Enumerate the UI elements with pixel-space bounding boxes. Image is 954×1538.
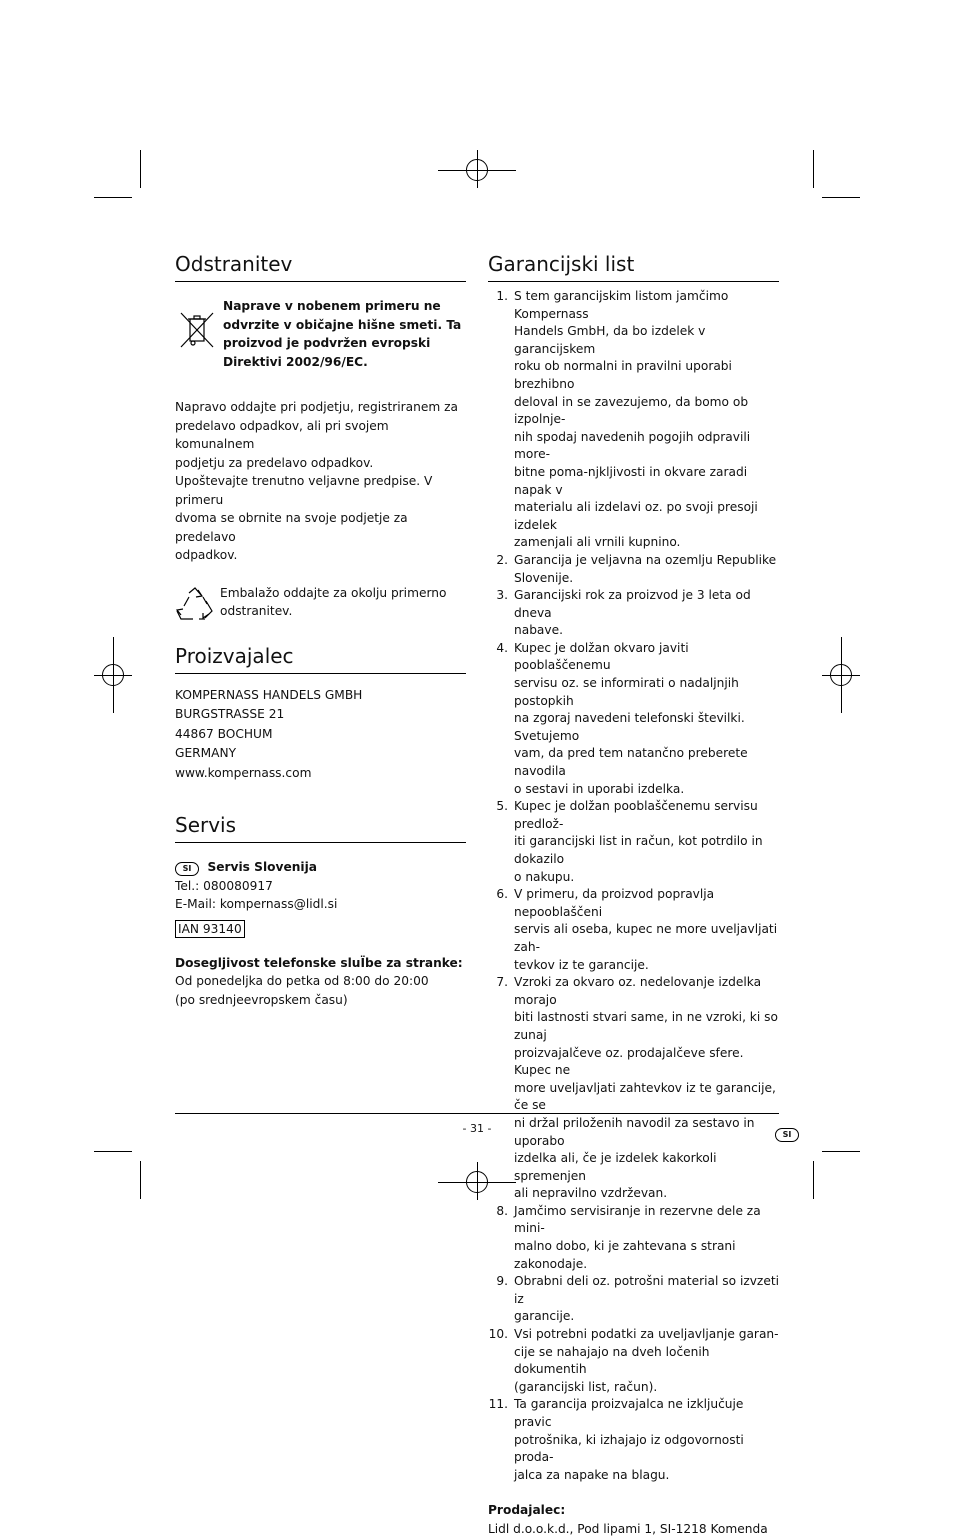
page-number: - 31 - <box>462 1122 492 1135</box>
item-text-line: Vsi potrebni podatki za uveljavljanje garan- <box>514 1327 779 1342</box>
item-text-line: bitne poma-njkljivosti in okvare zaradi napak v <box>514 464 748 497</box>
crop-mark <box>822 1151 860 1152</box>
crop-mark <box>822 197 860 198</box>
address-line: KOMPERNASS HANDELS GMBH <box>175 687 363 702</box>
item-text-line: servis ali oseba, kupec ne more uveljavljati zah- <box>514 922 778 954</box>
warranty-item <box>488 587 779 640</box>
warranty-item <box>488 886 779 974</box>
text-line: podjetju za predelavo odpadkov. <box>175 455 374 470</box>
warranty-item <box>488 798 779 886</box>
warranty-item <box>488 288 779 552</box>
crossed-out-bin-icon <box>179 311 215 349</box>
item-text-line: Kupec je dolžan pooblaščenemu servisu predlož- <box>514 799 758 831</box>
warranty-item <box>488 1396 779 1484</box>
warranty-list <box>488 288 779 1484</box>
item-text-line: biti lastnosti stvari same, in ne vzroki, ki so zunaj <box>514 1010 778 1042</box>
footer-language-badge <box>775 1122 799 1142</box>
warranty-item <box>488 552 779 587</box>
item-text-line: o sestavi in uporabi izdelka. <box>514 781 685 796</box>
address-line: BURGSTRASSE 21 <box>175 707 285 721</box>
warranty-item <box>488 974 779 1203</box>
crop-mark <box>94 197 132 198</box>
manufacturer-address <box>175 686 466 784</box>
item-text-line: V primeru, da proizvod popravlja nepooblaščeni <box>514 887 715 919</box>
crop-mark <box>140 150 141 188</box>
warning-text-line: proizvod je podvržen evropski <box>223 336 431 350</box>
item-text-line: more uveljavljati zahtevkov iz te garancije, če se <box>514 1080 776 1113</box>
text-line: odpadkov. <box>175 548 238 562</box>
language-badge: SI <box>775 1128 799 1142</box>
text-line: dvoma se obrnite na svoje podjetje za predelavo <box>175 511 408 544</box>
item-number: 7. <box>496 975 508 990</box>
item-text-line: iti garancijski list in račun, kot potrdilo in dokazilo <box>514 834 763 866</box>
item-text-line: Slovenije. <box>514 570 574 585</box>
item-number: 8. <box>496 1203 508 1218</box>
item-number: 2. <box>496 552 508 567</box>
item-text-line: nabave. <box>514 623 563 638</box>
item-text-line: jalca za napake na blagu. <box>514 1467 670 1482</box>
ian-box: IAN 93140 <box>175 920 245 938</box>
item-text-line: potrošnika, ki izhajajo iz odgovornosti proda- <box>514 1432 744 1465</box>
service-phone: Tel.: 080080917 <box>175 878 273 893</box>
disposal-heading: Odstranitev <box>175 250 466 282</box>
item-text-line: izdelka ali, če je izdelek kakorkoli spremenjen <box>514 1151 717 1183</box>
registration-mark <box>841 637 842 713</box>
warranty-item <box>488 1203 779 1273</box>
country-badge: SI <box>175 862 199 876</box>
right-column <box>488 250 779 1538</box>
crop-mark <box>813 1161 814 1199</box>
item-text-line: tevkov iz te garancije. <box>514 957 649 972</box>
item-number: 6. <box>496 887 508 902</box>
crop-mark <box>140 1161 141 1199</box>
item-text-line: ali nepravilno vzdrževan. <box>514 1186 668 1201</box>
seller-label: Prodajalec: <box>488 1503 566 1518</box>
item-text-line: Ta garancija proizvajalca ne izključuje pravic <box>514 1397 744 1429</box>
registration-mark <box>477 1162 478 1200</box>
disposal-warning <box>175 297 466 371</box>
disposal-text <box>175 398 466 565</box>
manufacturer-heading: Proizvajalec <box>175 642 466 674</box>
item-text-line: vam, da pred tem natančno preberete navodila <box>514 746 748 779</box>
item-text-line: materialu ali izdelavi oz. po svoji presoji izdelek <box>514 500 758 532</box>
item-number: 3. <box>496 588 508 603</box>
item-text-line: (garancijski list, račun). <box>514 1379 658 1394</box>
text-line: Napravo oddajte pri podjetju, registriranem za <box>175 400 458 414</box>
item-text-line: servisu oz. se informirati o nadaljnjih postopkih <box>514 676 739 708</box>
item-text-line: garancije. <box>514 1309 575 1324</box>
registration-mark <box>113 637 114 713</box>
recycle-icon <box>175 587 215 621</box>
service-name: Servis Slovenija <box>207 860 317 874</box>
hours-line: Od ponedeljka do petka od 8:00 do 20:00 <box>175 974 429 988</box>
item-text-line: Handels GmbH, da bo izdelek v garancijskem <box>514 324 706 356</box>
item-text-line: Garancija je veljavna na ozemlju Republike <box>514 552 777 567</box>
text-line: odstranitev. <box>220 604 293 618</box>
packaging-note <box>175 584 466 624</box>
address-line: GERMANY <box>175 746 237 760</box>
item-text-line: nih spodaj navedenih pogojih odpravili more- <box>514 429 751 462</box>
item-text-line: S tem garancijskim listom jamčimo Kompernass <box>514 289 729 321</box>
item-text-line: roku ob normalni in pravilni uporabi brezhibno <box>514 359 732 391</box>
hours-line: (po srednjeevropskem času) <box>175 992 348 1007</box>
footer-rule <box>175 1113 779 1114</box>
hours-title: Dosegljivost telefonske sluÏbe za stranke: <box>175 955 463 970</box>
item-number: 4. <box>496 640 508 655</box>
item-number: 10. <box>488 1327 508 1342</box>
item-text-line: o nakupu. <box>514 869 575 884</box>
warning-text-line: odvrzite v običajne hišne smeti. Ta <box>223 317 462 332</box>
service-contact <box>175 858 466 1009</box>
left-column <box>175 250 466 1009</box>
item-number: 5. <box>496 799 508 814</box>
text-line: predelavo odpadkov, ali pri svojem komunalnem <box>175 418 389 451</box>
item-number: 11. <box>488 1397 508 1412</box>
item-text-line: Garancijski rok za proizvod je 3 leta od dneva <box>514 588 751 620</box>
item-number: 1. <box>496 289 508 303</box>
item-text-line: deloval in se zavezujemo, da bomo ob izpolnje- <box>514 394 749 427</box>
warranty-item <box>488 1273 779 1326</box>
text-line: Upoštevajte trenutno veljavne predpise. V primeru <box>175 474 433 507</box>
website-link[interactable]: www.kompernass.com <box>175 765 312 780</box>
warranty-item <box>488 640 779 798</box>
item-text-line: Kupec je dolžan okvaro javiti pooblaščenemu <box>514 640 689 673</box>
registration-mark <box>477 150 478 188</box>
item-text-line: malno dobo, ki je zahtevana s strani zakonodaje. <box>514 1239 736 1271</box>
address-line: 44867 BOCHUM <box>175 726 273 741</box>
service-email: E-Mail: kompernass@lidl.si <box>175 897 338 911</box>
service-heading: Servis <box>175 811 466 843</box>
warranty-item <box>488 1326 779 1396</box>
item-text-line: zamenjali ali vrnili kupnino. <box>514 535 681 550</box>
warning-text-line: Direktivi 2002/96/EC. <box>223 354 368 369</box>
warranty-heading: Garancijski list <box>488 250 779 282</box>
crop-mark <box>94 1151 132 1152</box>
item-text-line: na zgoraj navedeni telefonski številki. Svetujemo <box>514 711 745 743</box>
item-text-line: Vzroki za okvaro oz. nedelovanje izdelka morajo <box>514 975 762 1007</box>
item-text-line: Jamčimo servisiranje in rezervne dele za mini- <box>514 1203 761 1236</box>
crop-mark <box>813 150 814 188</box>
warning-text-line: Naprave v nobenem primeru ne <box>223 299 441 313</box>
item-text-line: Obrabni deli oz. potrošni material so izvzeti iz <box>514 1274 779 1306</box>
seller-address: Lidl d.o.o.k.d., Pod lipami 1, SI-1218 Komenda <box>488 1521 768 1536</box>
text-line: Embalažo oddajte za okolju primerno <box>220 585 447 600</box>
item-number: 9. <box>496 1274 508 1289</box>
item-text-line: cije se nahajajo na dveh ločenih dokumentih <box>514 1344 710 1377</box>
item-text-line: ni držal priloženih navodil za sestavo in uporabo <box>514 1115 755 1148</box>
item-text-line: proizvajalčeve oz. prodajalčeve sfere. Kupec ne <box>514 1045 744 1078</box>
